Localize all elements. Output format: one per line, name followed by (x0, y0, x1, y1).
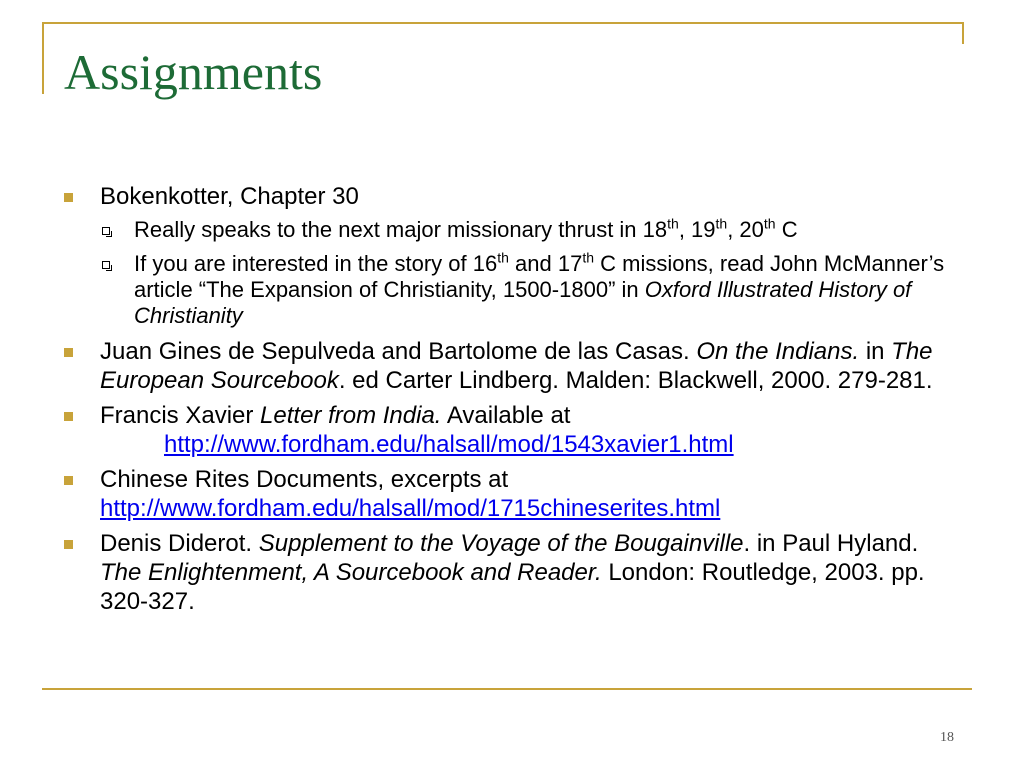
sub-list-item (100, 217, 962, 243)
item-text: Denis Diderot. (100, 530, 259, 557)
item-text: , 20 (727, 217, 764, 242)
frame-top-rule (42, 22, 964, 24)
book-title: The European Sourcebook (100, 338, 933, 394)
item-text: . in Paul Hyland. (743, 530, 919, 557)
book-title: On the Indians. (696, 338, 860, 365)
square-bullet-icon (64, 348, 73, 357)
item-text: C missions, read John McManner’s article “The Expansion of Christianity, 1500-1800” in (134, 251, 945, 302)
list-item (62, 465, 962, 523)
sub-list-item (100, 251, 962, 329)
superscript: th (667, 215, 679, 232)
chinese-rites-link[interactable]: http://www.fordham.edu/halsall/mod/1715chineserites.html (100, 495, 721, 522)
superscript: th (763, 215, 776, 232)
square-bullet-icon (64, 412, 73, 421)
slide-title: Assignments (64, 44, 323, 100)
item-text: Juan Gines de Sepulveda and Bartolome de las Casas. (100, 338, 697, 365)
list-item (62, 401, 962, 459)
book-title: The Enlightenment, A Sourcebook and Reader. (100, 559, 602, 586)
item-text: Chinese Rites Documents, excerpts at (100, 466, 509, 493)
item-text: C (775, 217, 798, 242)
item-text: in (859, 338, 892, 365)
book-title: Oxford Illustrated History of Christianity (134, 277, 912, 328)
link-indent (100, 430, 734, 459)
bullet-list (62, 182, 962, 622)
slide-number: 18 (940, 730, 954, 745)
list-item (62, 337, 962, 395)
book-title: Supplement to the Voyage of the Bougainville (258, 530, 744, 557)
item-text: London: Routledge, 2003. pp. 320-327. (100, 559, 925, 615)
box-bullet-icon (102, 261, 110, 269)
square-bullet-icon (64, 540, 73, 549)
item-text: Really speaks to the next major missionary thrust in 18 (134, 217, 668, 242)
list-item (62, 529, 962, 616)
item-text: and 17 (508, 251, 583, 276)
xavier-letter-link[interactable]: http://www.fordham.edu/halsall/mod/1543xavier1.html (164, 431, 734, 458)
square-bullet-icon (64, 476, 73, 485)
box-bullet-icon (102, 227, 110, 235)
frame-right-rule (962, 22, 964, 44)
frame-bottom-rule (42, 688, 972, 690)
square-bullet-icon (64, 193, 73, 202)
list-item (62, 182, 962, 211)
item-text: If you are interested in the story of 16 (134, 251, 498, 276)
item-text: Available at (441, 402, 571, 429)
item-text: , 19 (678, 217, 716, 242)
book-title: Letter from India. (260, 402, 442, 429)
item-text: Francis Xavier (100, 402, 261, 429)
superscript: th (497, 249, 509, 266)
item-text: Bokenkotter, Chapter 30 (100, 183, 359, 210)
superscript: th (582, 249, 594, 266)
frame-left-rule (42, 22, 44, 94)
item-text: . ed Carter Lindberg. Malden: Blackwell, 2000. 279-281. (338, 367, 933, 394)
superscript: th (715, 215, 728, 232)
